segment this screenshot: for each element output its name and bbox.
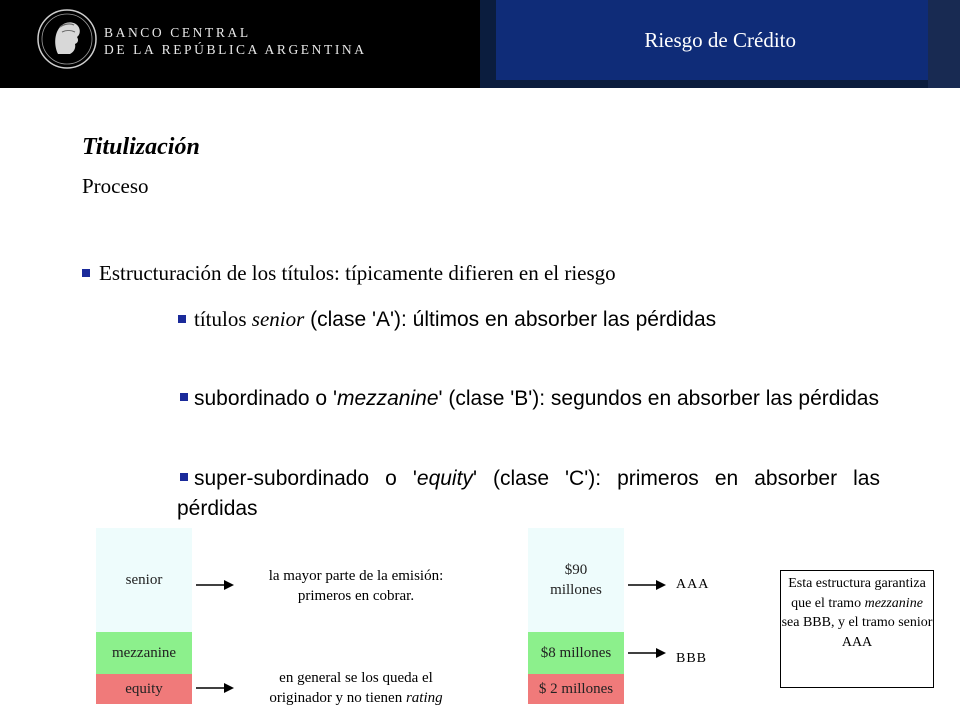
arrow-aaa — [628, 580, 666, 590]
senior-bullet-prefix: títulos — [194, 307, 252, 331]
main-bullet-text: Estructuración de los títulos: típicamente difieren en el riesgo — [99, 261, 616, 285]
mezzanine-bullet-rest: ' (clase 'B'): segundos en absorber las pérdidas — [438, 387, 879, 410]
equity-bullet-prefix: super-subordinado o ' — [194, 467, 417, 490]
rating-bbb: BBB — [676, 651, 708, 666]
equity-description-line2-text: originador y no tienen — [269, 690, 406, 706]
arrow-equity-description — [196, 683, 234, 693]
equity-bullet-term: equity — [416, 467, 473, 490]
left-mezzanine-label: mezzanine — [111, 644, 177, 661]
note-text-term: mezzanine — [864, 595, 923, 611]
arrow-senior-description — [196, 580, 234, 590]
rating-aaa: AAA — [676, 577, 710, 592]
equity-description-line1: en general se los queda el — [279, 670, 433, 686]
equity-description-rating: rating — [405, 690, 443, 706]
arrow-bbb — [628, 648, 666, 658]
slide-title: Titulización — [82, 134, 200, 160]
right-mezzanine-amount: $8 millones — [540, 644, 612, 661]
equity-bullet-rest: ' (clase 'C'): primeros en absorber las pérdidas — [177, 467, 880, 520]
note-text-suffix: sea BBB, y el tramo senior AAA — [781, 615, 933, 650]
senior-description-line2: primeros en cobrar. — [297, 588, 415, 604]
mezzanine-bullet-prefix: subordinado o ' — [194, 387, 337, 410]
senior-bullet-rest: (clase 'A'): últimos en absorber las pérdidas — [304, 308, 717, 331]
mezzanine-bullet-term: mezzanine — [336, 387, 439, 410]
left-senior-label: senior — [125, 571, 163, 588]
slide-subtitle: Proceso — [82, 174, 149, 198]
note-text-prefix: Esta estructura garantiza que el tramo — [788, 576, 926, 611]
right-equity-amount: $ 2 millones — [538, 680, 614, 697]
bank-name-line2: DE LA REPÚBLICA ARGENTINA — [104, 42, 367, 57]
senior-description-line1: la mayor parte de la emisión: — [268, 568, 444, 584]
right-senior-amount: $90 — [564, 562, 588, 578]
section-title: Riesgo de Crédito — [644, 27, 796, 52]
senior-bullet-term: senior — [251, 307, 305, 331]
bank-name-line1: BANCO CENTRAL — [104, 25, 251, 40]
right-senior-unit: millones — [550, 582, 602, 598]
left-equity-label: equity — [125, 680, 163, 697]
